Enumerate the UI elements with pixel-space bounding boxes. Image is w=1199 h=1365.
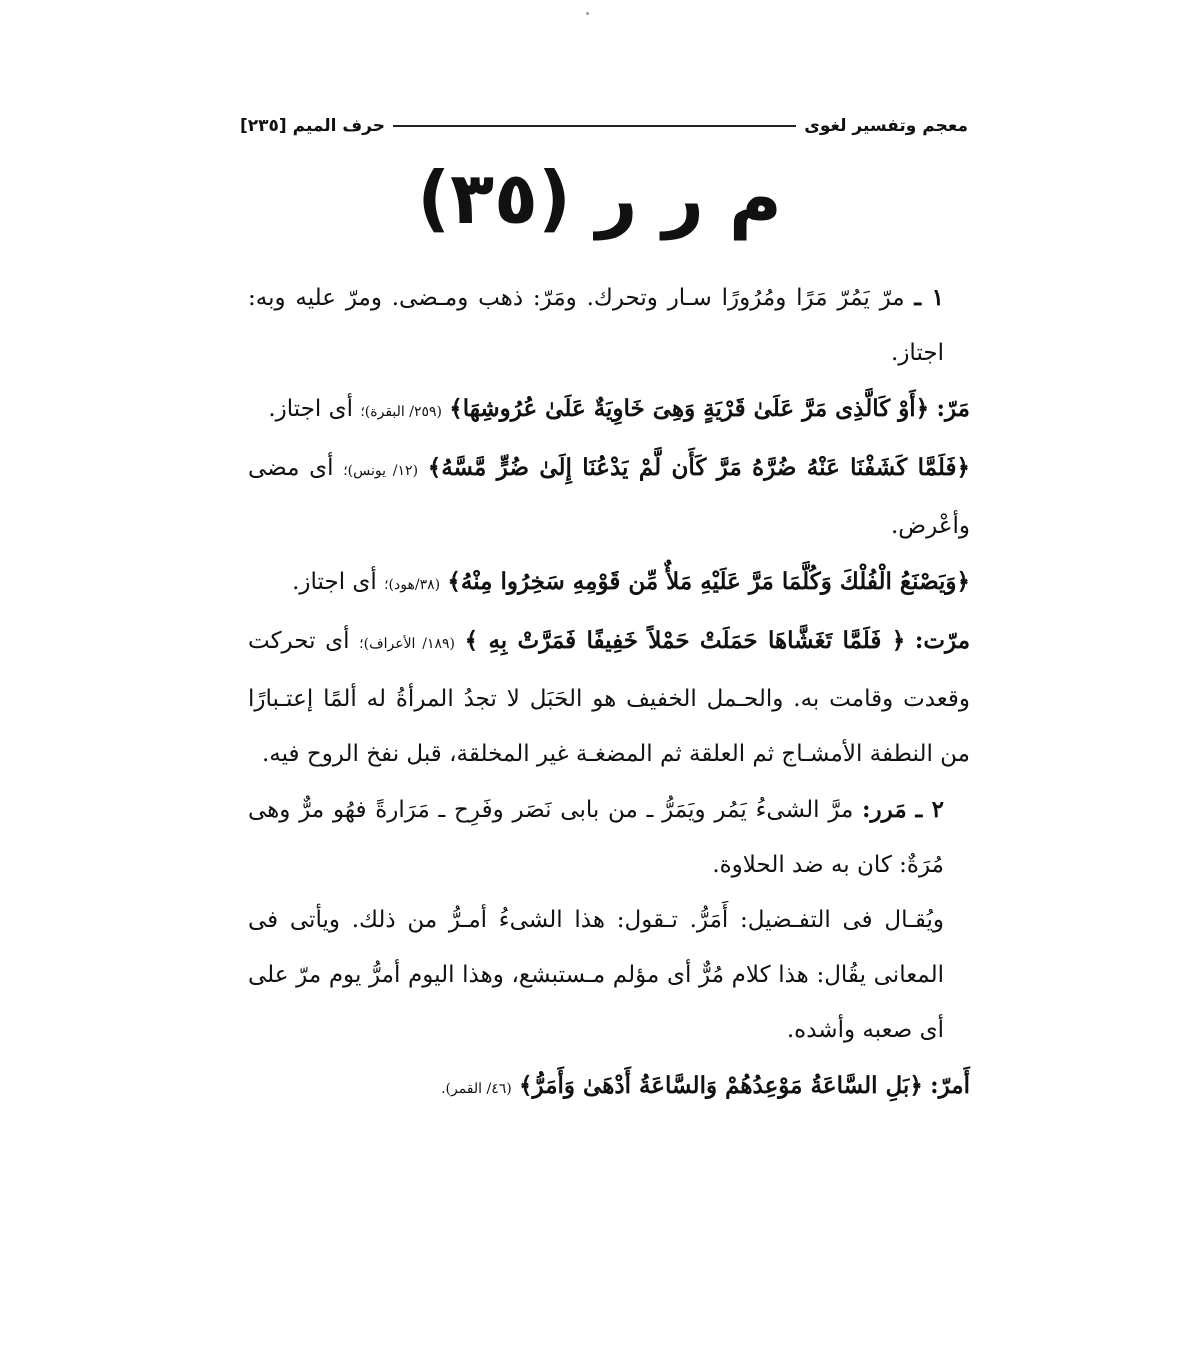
sense-number: ١ ـ [914,284,945,311]
head-word: مرّت: [914,627,971,654]
verse-reference: (٣٨/هود)؛ [384,577,441,593]
verse-reference: (٢٥٩/ البقرة)؛ [360,404,442,420]
paragraph-3 [248,440,970,554]
entry-title: م ر ر (٣٥) [417,156,782,240]
section-label: حرف الميم [٢٣٥] [240,116,385,136]
paragraph-text: أى اجتاز. [292,569,377,595]
scan-speck [586,12,589,15]
header-rule [393,125,796,127]
head-word: مَرر: [862,796,907,823]
verse-reference: (١٢/ يونس)؛ [343,463,419,479]
paragraph-6 [248,782,970,893]
sense-number: ٢ ـ [915,796,945,823]
paragraph-text: أى تحركت وقعدت وقامت به. والحـمل الخفيف هو الحَبَل لا تجدُ المرأةُ له ألمًا إعتـبارًا من النطفة الأمشـاج ثم العلقة ثم المضغـة غير المخلقة، قبل نفخ الروح فيه. [248,628,970,767]
paragraph-text: ويُقـال فى التفـضيل: أَمَرُّ. تـقول: هذا الشىءُ أمـرُّ من ذلك. ويأتى فى المعانى يقُال: هذا كلام مُرٌّ أى مؤلم مـستبشع، وهذا اليوم أمرُّ يوم مرّ على أى صعبه وأشده. [248,907,944,1043]
paragraph-5 [248,613,970,782]
paragraph-7 [248,893,970,1058]
paragraph-4 [248,554,970,613]
paragraph-text: مرَّ الشىءُ يَمُر ويَمَرُّ ـ من بابى نَصَر وفَرِح ـ مَرَارةً فهُو مرٌّ وهى مُرَةٌ: كان به ضد الحلاوة. [248,797,944,878]
paragraph-text: أى مضى وأعْرض. [248,455,970,539]
book-title: معجم وتفسير لغوى [804,116,968,136]
quran-verse: ﴿وَيَصْنَعُ الْفُلْكَ وَكُلَّمَا مَرَّ عَلَيْهِ مَلأٌ مِّن قَوْمِهِ سَخِرُوا مِنْهُ﴾ [447,568,970,595]
quran-verse: ﴿بَلِ السَّاعَةُ مَوْعِدُهُمْ وَالسَّاعَةُ أَدْهَىٰ وَأَمَرُّ﴾ [519,1072,923,1099]
quran-verse: ﴿أَوْ كَالَّذِى مَرَّ عَلَىٰ قَرْيَةٍ وَهِىَ خَاوِيَةٌ عَلَىٰ عُرُوشِهَا﴾ [449,395,930,422]
paragraph-text: أى اجتاز. [268,396,354,422]
paragraph-8 [248,1058,970,1117]
head-word: أَمرّ: [930,1072,970,1099]
paragraph-text: مرّ يَمُرّ مَرًا ومُرُورًا سـار وتحرك. ومَرّ: ذهب ومـضى. ومرّ عليه وبه: اجتاز. [248,285,944,366]
head-word: مَرّ: [936,395,970,422]
quran-verse: ﴿ فَلَمَّا تَغَشَّاهَا حَمَلَتْ حَمْلاً خَفِيفًا فَمَرَّتْ بِهِ ﴾ [464,627,906,654]
entry-body [248,270,970,1117]
verse-reference: (٤٦/ القمر). [441,1081,512,1097]
verse-reference: (١٨٩/ الأعراف)؛ [359,636,455,652]
paragraph-1 [248,270,970,381]
paragraph-2 [248,381,970,440]
running-header [240,114,968,138]
quran-verse: ﴿فَلَمَّا كَشَفْنَا عَنْهُ ضُرَّهُ مَرَّ كَأَن لَّمْ يَدْعُنَا إِلَىٰ ضُرٍّ مَّسَّهُ﴾ [427,454,970,481]
